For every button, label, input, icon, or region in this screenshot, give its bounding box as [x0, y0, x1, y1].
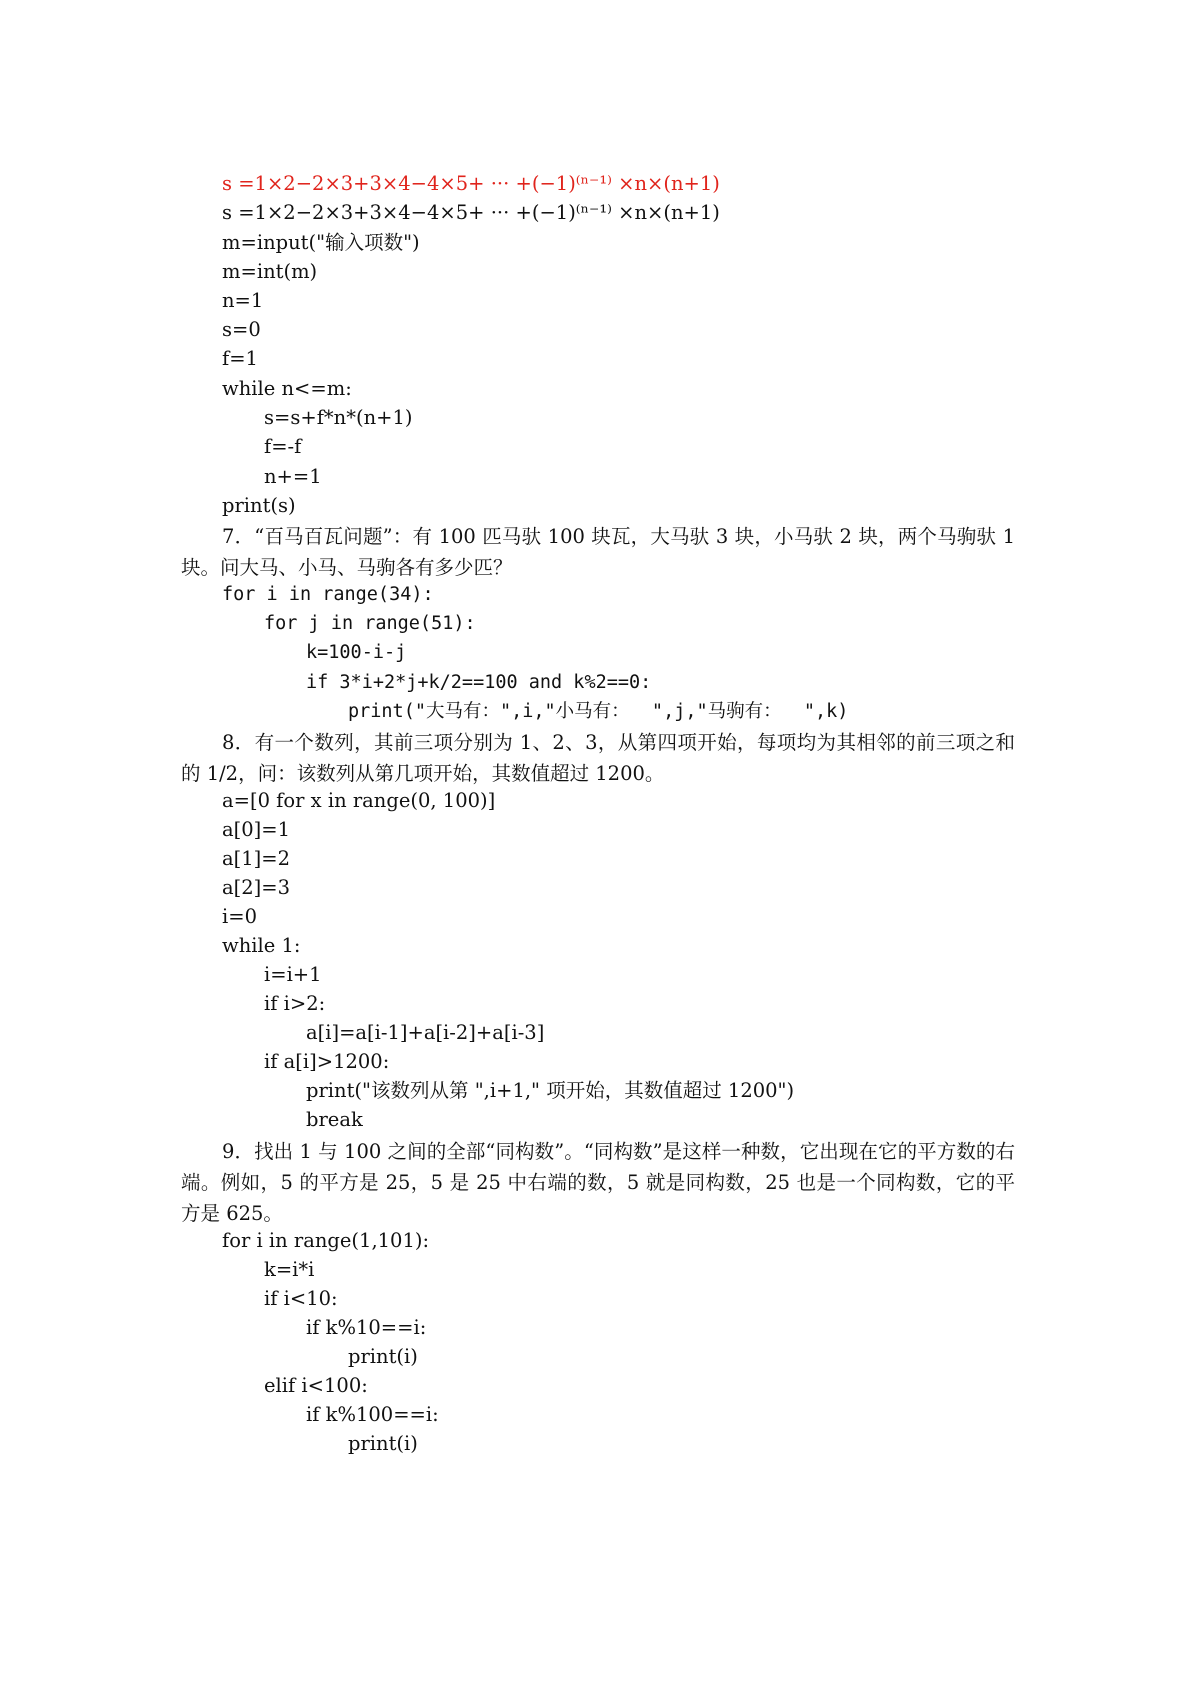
- code-line: a[0]=1: [222, 818, 290, 841]
- code-line: while 1:: [222, 934, 301, 957]
- code-line: break: [306, 1108, 363, 1131]
- code-line: while n<=m:: [222, 377, 352, 400]
- code-line: if i>2:: [264, 992, 326, 1015]
- question-7: 7．“百马百瓦问题”：有 100 匹马驮 100 块瓦，大马驮 3 块，小马驮 2 块，两个马驹驮 1 块。问大马、小马、马驹各有多少匹？: [181, 525, 1015, 579]
- code-line: i=i+1: [264, 963, 322, 986]
- code-line: if i<10:: [264, 1287, 338, 1310]
- code-line: k=i*i: [264, 1258, 315, 1281]
- code-line: n=1: [222, 289, 264, 312]
- code-line: print("该数列从第 ",i+1," 项开始，其数值超过 1200"): [306, 1079, 795, 1102]
- code-line: m=input("输入项数"): [222, 231, 420, 254]
- code-line: k=100-i-j: [306, 642, 407, 663]
- code-line: for j in range(51):: [264, 613, 476, 634]
- code-line: a[2]=3: [222, 876, 290, 899]
- code-line: f=-f: [264, 435, 302, 458]
- code-line: a=[0 for x in range(0, 100)]: [222, 789, 496, 812]
- formula-red: s =1×2−2×3+3×4−4×5+ ··· +(−1)⁽ⁿ⁻¹⁾ ×n×(n+1): [222, 172, 720, 195]
- code-line: s=0: [222, 318, 261, 341]
- code-line: if k%100==i:: [306, 1403, 439, 1426]
- code-line: a[i]=a[i-1]+a[i-2]+a[i-3]: [306, 1021, 545, 1044]
- code-line: print(s): [222, 494, 296, 517]
- code-line: m=int(m): [222, 260, 318, 283]
- code-line: print(i): [348, 1432, 418, 1455]
- code-line: if 3*i+2*j+k/2==100 and k%2==0:: [306, 672, 652, 693]
- question-9: 9．找出 1 与 100 之间的全部“同构数”。“同构数”是这样一种数，它出现在它的平方数的右端。例如，5 的平方是 25，5 是 25 中右端的数，5 就是同构数，25 也是一个同构数，它的平方是 625。: [181, 1140, 1015, 1225]
- code-line: a[1]=2: [222, 847, 290, 870]
- code-line: for i in range(34):: [222, 584, 434, 605]
- code-line: i=0: [222, 905, 257, 928]
- code-line: s=s+f*n*(n+1): [264, 406, 413, 429]
- question-8: 8．有一个数列，其前三项分别为 1、2、3，从第四项开始，每项均为其相邻的前三项之和的 1/2，问：该数列从第几项开始，其数值超过 1200。: [181, 731, 1015, 785]
- formula: s =1×2−2×3+3×4−4×5+ ··· +(−1)⁽ⁿ⁻¹⁾ ×n×(n+1): [222, 201, 720, 224]
- code-line: f=1: [222, 347, 258, 370]
- code-line: print(i): [348, 1345, 418, 1368]
- code-line: n+=1: [264, 465, 322, 488]
- code-line: print("大马有：",i,"小马有： ",j,"马驹有： ",k): [348, 701, 849, 722]
- code-line: if a[i]>1200:: [264, 1050, 390, 1073]
- code-line: for i in range(1,101):: [222, 1229, 430, 1252]
- code-line: if k%10==i:: [306, 1316, 427, 1339]
- code-line: elif i<100:: [264, 1374, 368, 1397]
